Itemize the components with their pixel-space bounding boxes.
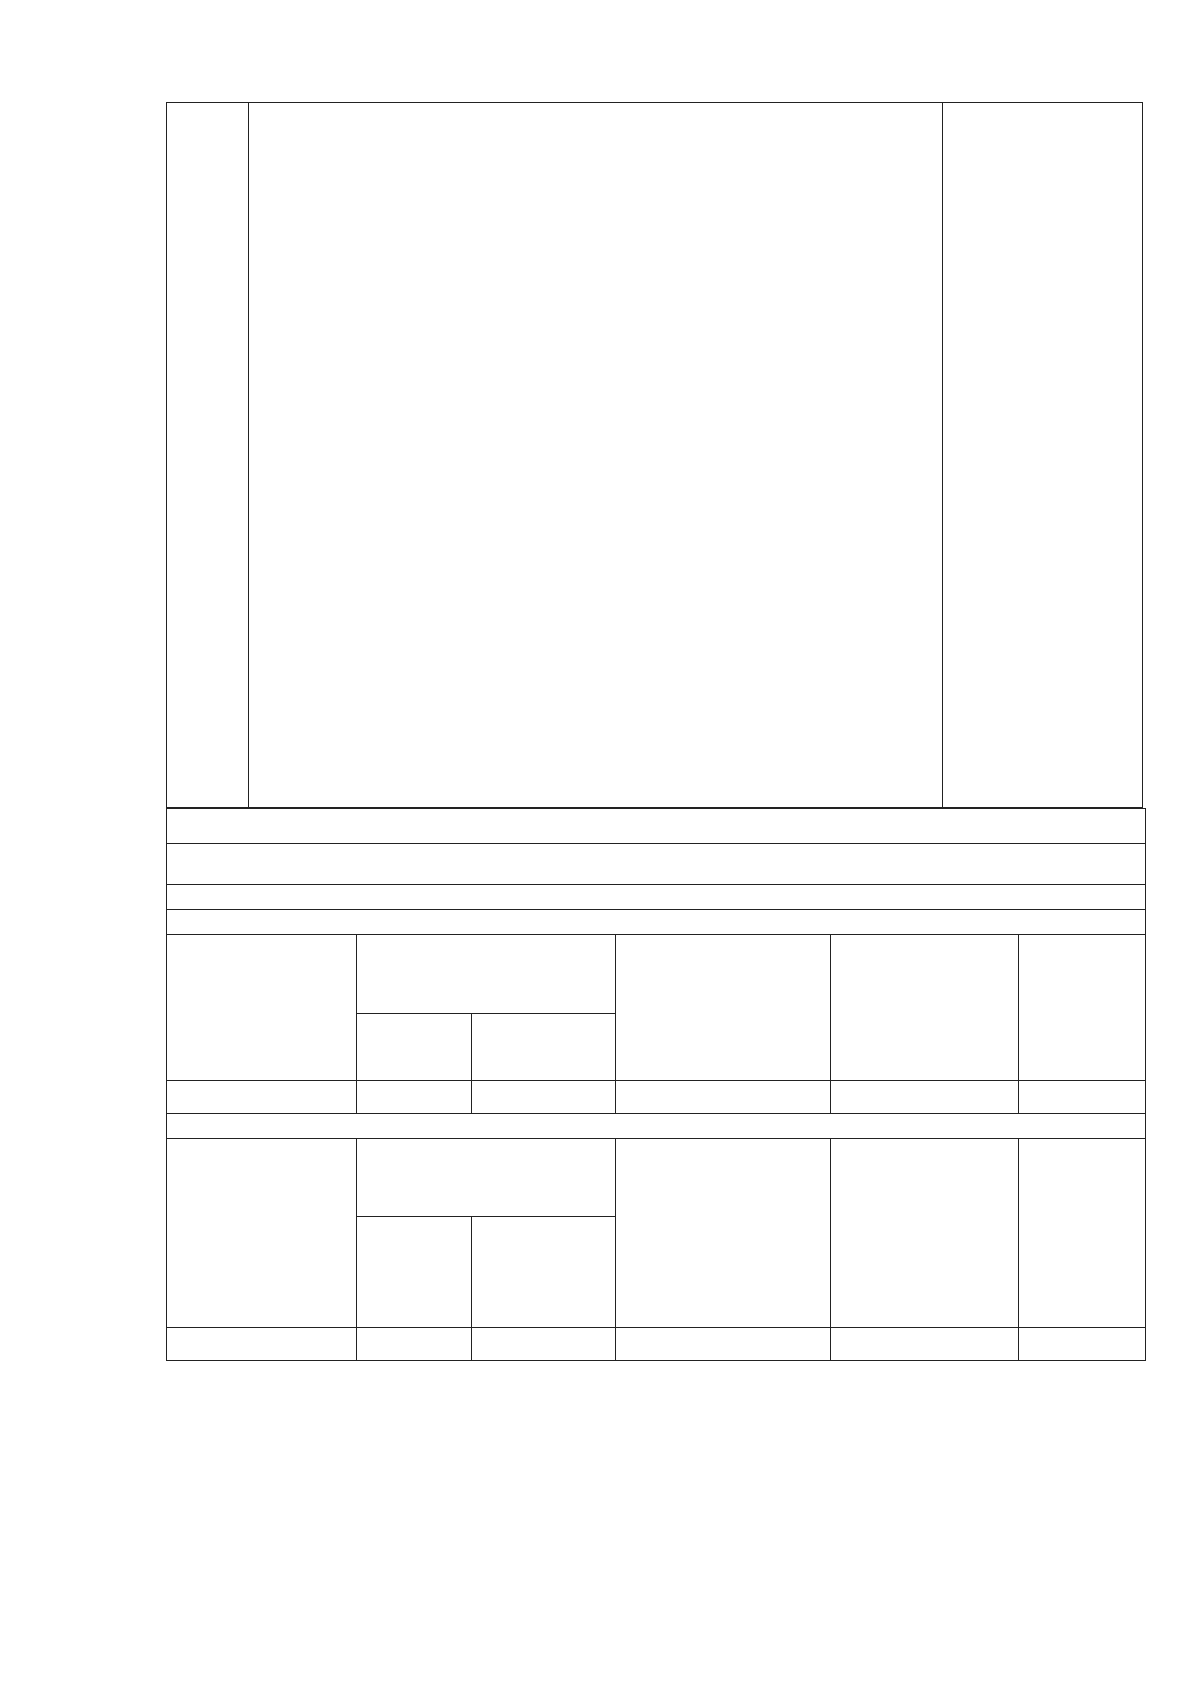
part-col-num-3 (472, 1328, 616, 1361)
column-number-row (167, 1081, 1146, 1114)
col-num-3 (472, 1081, 616, 1114)
continued-requirements-block (166, 102, 1143, 808)
col-num-5 (831, 1081, 1019, 1114)
header-x (357, 1014, 472, 1081)
header-coordinates (357, 935, 616, 1014)
part-header-y (472, 1217, 616, 1328)
header-designation (167, 935, 357, 1081)
empty-name-column (249, 103, 943, 807)
header-method (616, 935, 831, 1081)
part-column-number-row (167, 1328, 1146, 1361)
header-y (472, 1014, 616, 1081)
coordinate-system-line (167, 885, 1146, 910)
part-points-heading (167, 1114, 1146, 1139)
part-col-num-4 (616, 1328, 831, 1361)
part-header-coordinates (357, 1139, 616, 1217)
requirements-text-column (943, 103, 1142, 807)
part-col-num-1 (167, 1328, 357, 1361)
col-num-2 (357, 1081, 472, 1114)
part-header-method (616, 1139, 831, 1328)
col-num-1 (167, 1081, 357, 1114)
header-error (831, 935, 1019, 1081)
col-num-4 (616, 1081, 831, 1114)
boundary-points-heading (167, 910, 1146, 935)
col-num-6 (1019, 1081, 1146, 1114)
empty-number-column (167, 103, 249, 807)
part-header-error (831, 1139, 1019, 1328)
header-description (1019, 935, 1146, 1081)
part-header-designation (167, 1139, 357, 1328)
part-header-x (357, 1217, 472, 1328)
part-col-num-5 (831, 1328, 1019, 1361)
part-col-num-2 (357, 1328, 472, 1361)
boundary-section-table (166, 808, 1146, 1361)
section-subtitle (167, 844, 1146, 885)
part-header-description (1019, 1139, 1146, 1328)
part-col-num-6 (1019, 1328, 1146, 1361)
section-title (167, 809, 1146, 844)
